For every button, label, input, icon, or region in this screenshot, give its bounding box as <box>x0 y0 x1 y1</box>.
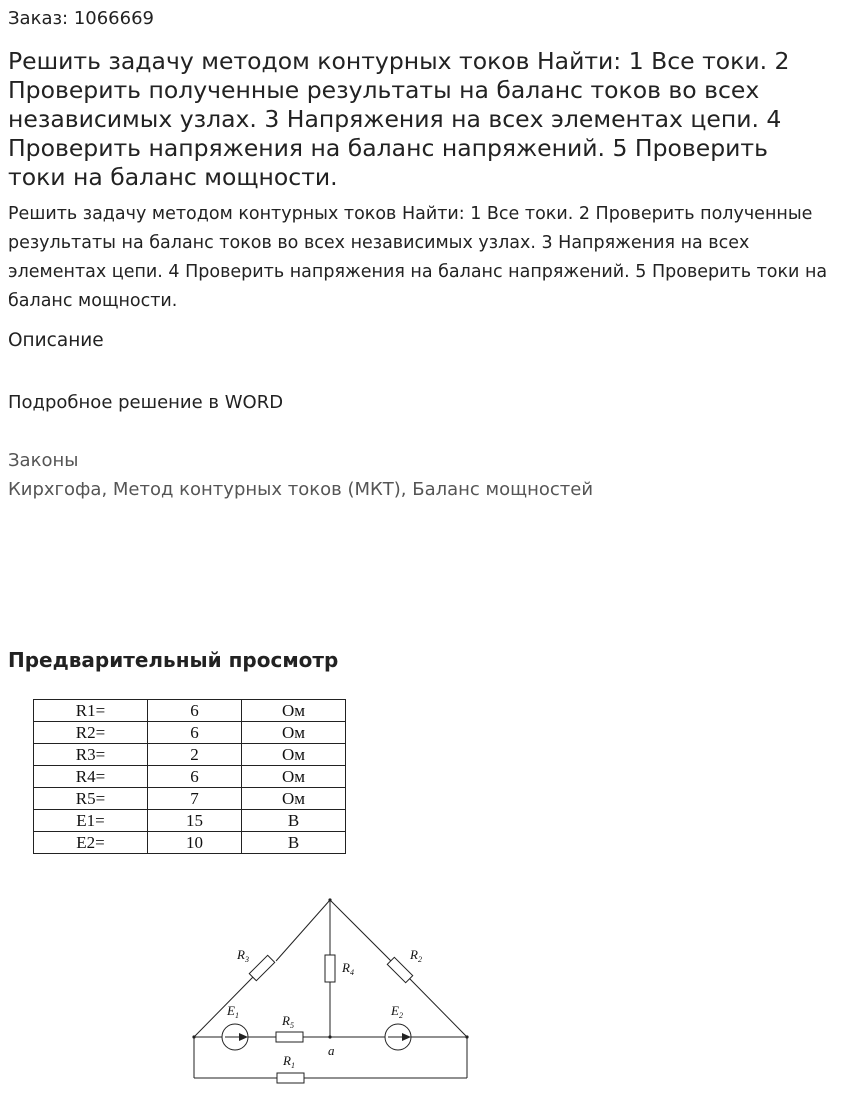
param-value: 6 <box>148 700 242 722</box>
circuit-diagram <box>180 890 480 1095</box>
resistor-r3 <box>249 955 274 980</box>
preview-heading: Предварительный просмотр <box>8 648 339 672</box>
param-name: R2= <box>34 722 148 744</box>
table-row <box>34 832 346 854</box>
task-description: Решить задачу методом контурных токов Найти: 1 Все токи. 2 Проверить полученные результаты на баланс токов во всех независимых узлах. 3 Напряжения на всех элементах цепи. 4 Проверить напряжения на баланс напряжений. 5 Проверить токи на баланс мощности. <box>8 204 828 311</box>
param-name: E2= <box>34 832 148 854</box>
table-row <box>34 722 346 744</box>
label-r2: $R_2$ <box>410 947 422 964</box>
label-e1: $E_1$ <box>227 1003 239 1020</box>
param-value: 15 <box>148 810 242 832</box>
laws-value: Кирхгофа, Метод контурных токов (МКТ), Баланс мощностей <box>8 479 594 500</box>
param-unit: Ом <box>242 788 346 810</box>
table-row <box>34 766 346 788</box>
param-value: 10 <box>148 832 242 854</box>
description-heading: Описание <box>8 330 104 351</box>
label-r5: $R_5$ <box>282 1013 294 1030</box>
param-unit: В <box>242 832 346 854</box>
resistor-r4 <box>325 955 335 982</box>
resistor-r5 <box>276 1032 303 1042</box>
resistor-r2 <box>387 957 412 982</box>
node-a <box>328 1035 331 1038</box>
param-unit: В <box>242 810 346 832</box>
node-right <box>465 1035 468 1038</box>
param-name: R5= <box>34 788 148 810</box>
resistor-r1 <box>277 1073 304 1083</box>
label-r1: $R_1$ <box>283 1053 295 1070</box>
param-name: R4= <box>34 766 148 788</box>
param-name: R1= <box>34 700 148 722</box>
param-unit: Ом <box>242 744 346 766</box>
order-number: Заказ: 1066669 <box>8 8 154 29</box>
table-row <box>34 810 346 832</box>
param-value: 2 <box>148 744 242 766</box>
label-e2: $E_2$ <box>391 1003 403 1020</box>
param-unit: Ом <box>242 766 346 788</box>
label-r3: $R_3$ <box>237 947 249 964</box>
table-row <box>34 700 346 722</box>
param-name: E1= <box>34 810 148 832</box>
param-unit: Ом <box>242 722 346 744</box>
param-value: 7 <box>148 788 242 810</box>
source-e1 <box>222 1024 248 1050</box>
label-node-a: a <box>328 1043 335 1058</box>
solution-note: Подробное решение в WORD <box>8 392 284 413</box>
node-top <box>328 898 331 901</box>
table-row <box>34 788 346 810</box>
param-value: 6 <box>148 722 242 744</box>
param-unit: Ом <box>242 700 346 722</box>
page-title: Решить задачу методом контурных токов Найти: 1 Все токи. 2 Проверить полученные результаты на баланс токов во всех независимых узлах. 3 Напряжения на всех элементах цепи. 4 Проверить напряжения на баланс напряжений. 5 Проверить токи на баланс мощности. <box>8 47 790 191</box>
laws-label: Законы <box>8 450 79 471</box>
table-row <box>34 744 346 766</box>
param-value: 6 <box>148 766 242 788</box>
node-left <box>192 1035 195 1038</box>
parameters-table <box>33 699 346 854</box>
param-name: R3= <box>34 744 148 766</box>
source-e2 <box>385 1024 411 1050</box>
label-r4: $R_4$ <box>342 960 354 977</box>
